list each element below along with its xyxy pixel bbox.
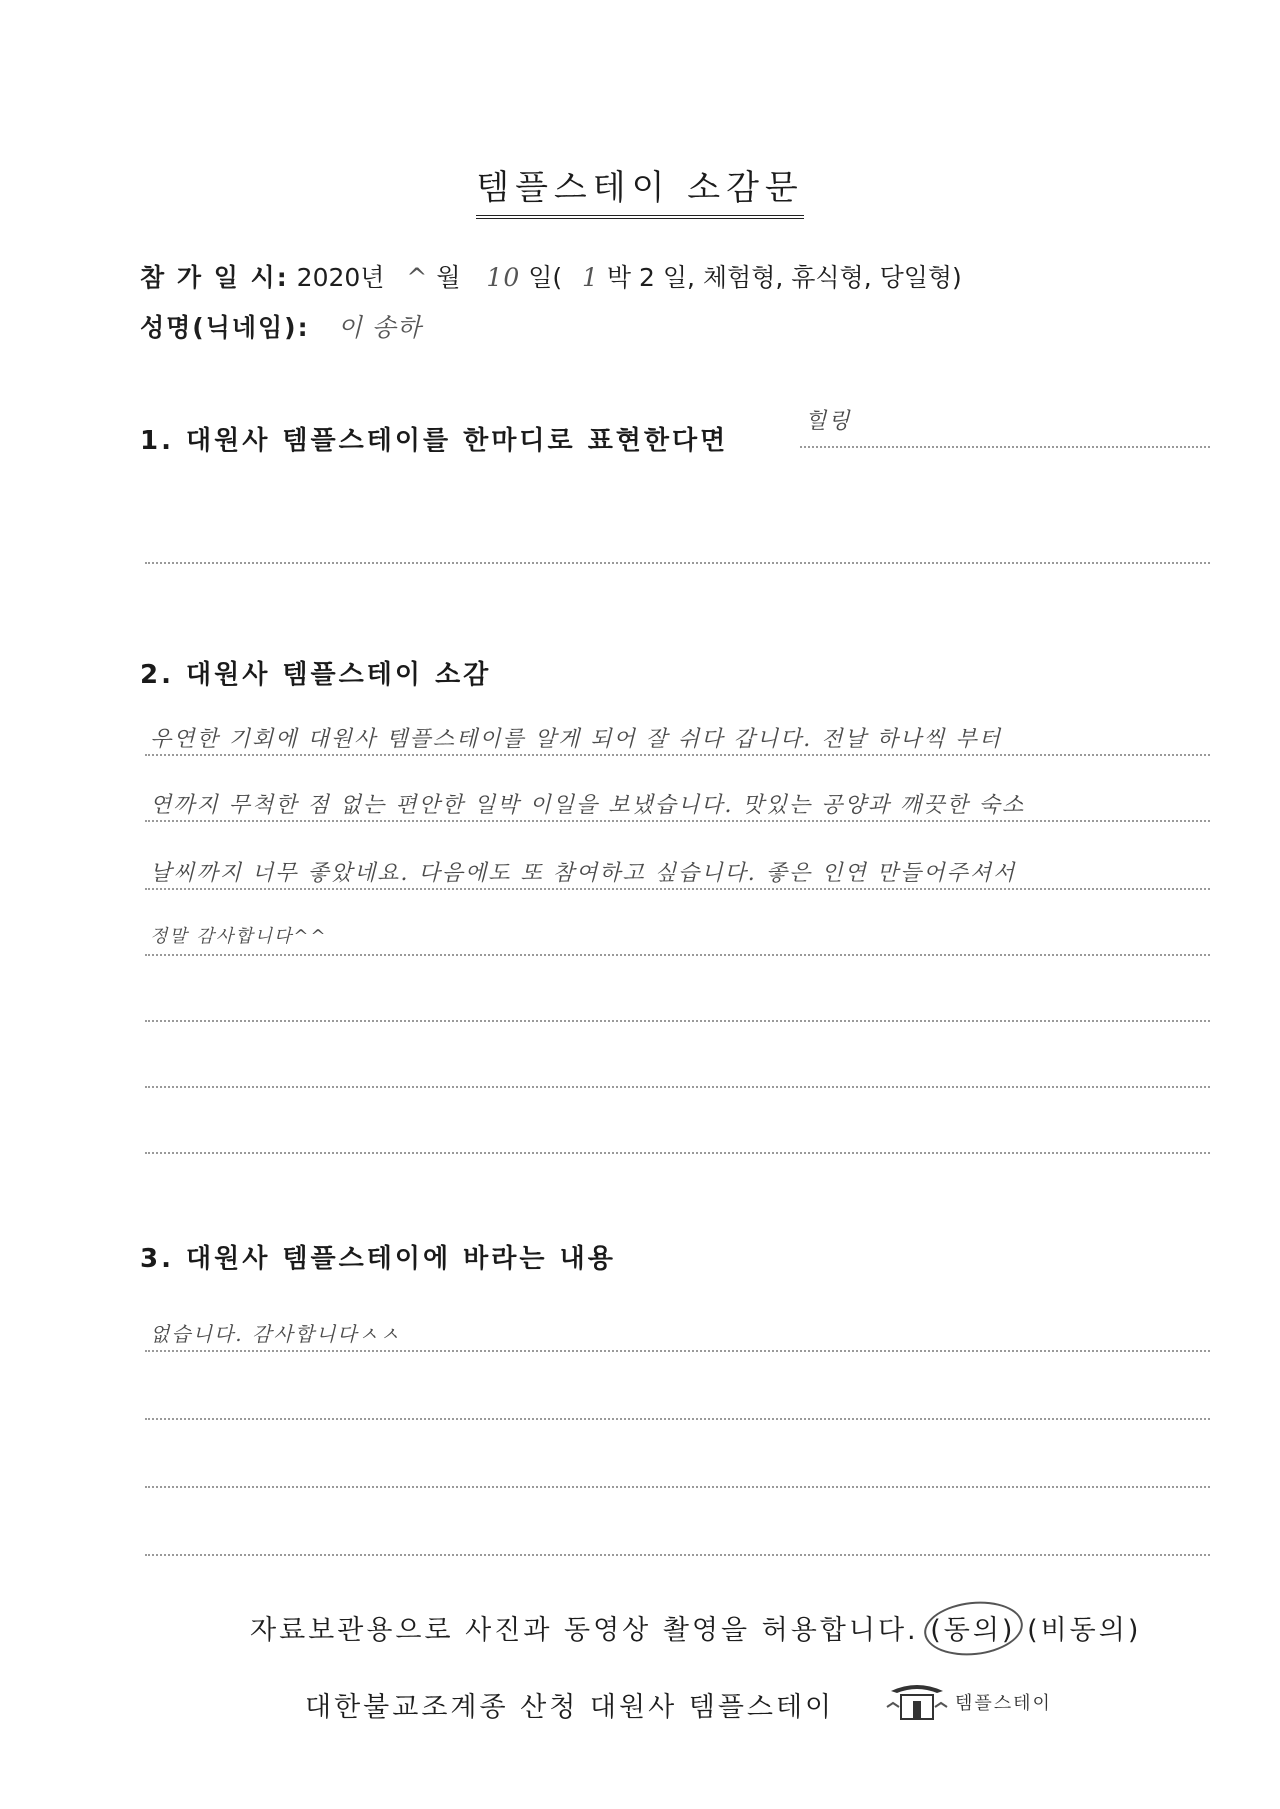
- answer-2-line-4: 정말 감사합니다^^: [150, 926, 328, 947]
- templestay-logo: [885, 1677, 1085, 1727]
- year-text: 2020년: [296, 263, 385, 292]
- page-title: 템플스테이 소감문: [0, 160, 1280, 215]
- temple-icon: [885, 1677, 949, 1725]
- answer-line: [145, 954, 1210, 956]
- answer-1: 힐링: [805, 409, 852, 434]
- answer-2-line-2: 연까지 무척한 점 없는 편안한 일박 이일을 보냈습니다. 맛있는 공양과 깨끗한 숙소: [150, 793, 1026, 818]
- consent-text: 자료보관용으로 사진과 동영상 촬영을 허용합니다.: [250, 1615, 919, 1646]
- name-value: 이 송하: [337, 313, 422, 342]
- date-label: 참 가 일 시:: [140, 263, 289, 292]
- organization-footer: 대한불교조계종 산청 대원사 템플스테이: [305, 1692, 835, 1723]
- answer-line: [145, 1020, 1210, 1022]
- day-handwritten: 10: [486, 263, 521, 292]
- participation-date-row: [140, 258, 962, 294]
- answer-line: [145, 888, 1210, 890]
- consent-agree: (동의): [930, 1608, 1015, 1647]
- answer-line: [145, 1086, 1210, 1088]
- question-3: [140, 1238, 616, 1275]
- question-number: 2.: [140, 660, 174, 690]
- question-number: 1.: [140, 426, 174, 456]
- question-text: 대원사 템플스테이에 바라는 내용: [186, 1244, 616, 1274]
- day-suffix: 일(: [528, 263, 563, 292]
- photo-consent: [250, 1608, 1141, 1647]
- program-options: 박 2 일, 체험형, 휴식형, 당일형): [606, 263, 962, 292]
- question-2: [140, 654, 491, 691]
- answer-line: [145, 1418, 1210, 1420]
- answer-line: [145, 1554, 1210, 1556]
- nights-handwritten: 1: [582, 263, 599, 292]
- name-row: [140, 308, 422, 344]
- answer-line: [145, 754, 1210, 756]
- answer-line: [145, 562, 1210, 564]
- consent-disagree: (비동의): [1027, 1615, 1142, 1646]
- answer-2-line-3: 날씨까지 너무 좋았네요. 다음에도 또 참여하고 싶습니다. 좋은 인연 만들어주셔서: [150, 861, 1017, 886]
- question-text: 대원사 템플스테이를 한마디로 표현한다면: [186, 426, 729, 456]
- month-suffix: 월: [436, 263, 461, 292]
- answer-line: [145, 1486, 1210, 1488]
- month-handwritten: ^: [406, 263, 429, 292]
- name-label: 성명(닉네임):: [140, 313, 310, 342]
- answer-2-line-1: 우연한 기회에 대원사 템플스테이를 알게 되어 잘 쉬다 갑니다. 전날 하나씩 부터: [150, 727, 1002, 752]
- answer-line: [800, 446, 1210, 448]
- answer-3-line-1: 없습니다. 감사합니다ㅅㅅ: [150, 1322, 402, 1346]
- logo-text: 템플스테이: [955, 1693, 1052, 1714]
- answer-line: [145, 820, 1210, 822]
- question-text: 대원사 템플스테이 소감: [186, 660, 492, 690]
- question-1: [140, 420, 728, 457]
- question-number: 3.: [140, 1244, 174, 1274]
- answer-line: [145, 1152, 1210, 1154]
- answer-line: [145, 1350, 1210, 1352]
